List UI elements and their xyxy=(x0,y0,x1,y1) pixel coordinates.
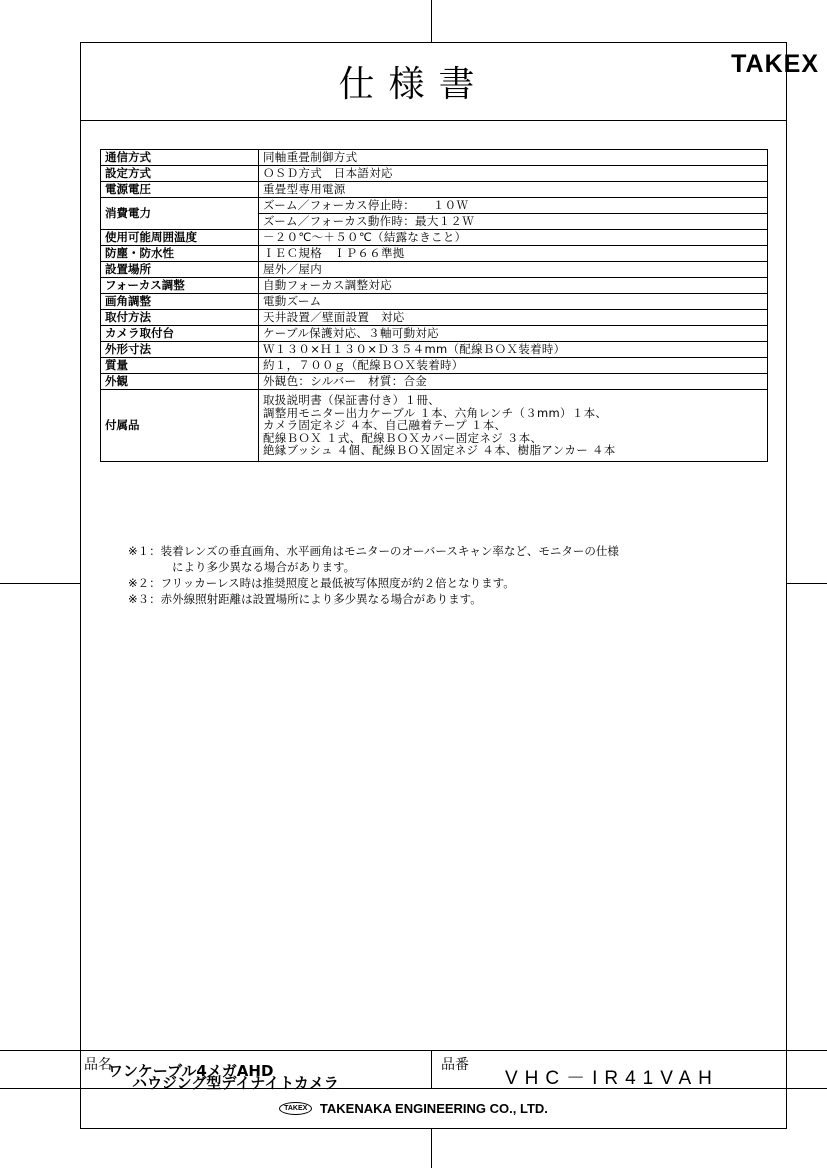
spec-row xyxy=(101,166,768,182)
spec-label: フォーカス調整 xyxy=(101,278,259,294)
spec-row-accessories xyxy=(101,390,768,462)
product-name-line-1: ワンケーブル4メガAHD xyxy=(108,1062,274,1080)
crop-mark-left xyxy=(0,583,80,584)
spec-row xyxy=(101,358,768,374)
spec-value: 天井設置／壁面設置 対応 xyxy=(259,310,768,326)
spec-row xyxy=(101,342,768,358)
spec-label: 電源電圧 xyxy=(101,182,259,198)
company-footer xyxy=(0,1100,827,1116)
spec-label: 画角調整 xyxy=(101,294,259,310)
spec-row xyxy=(101,182,768,198)
spec-label: 設置場所 xyxy=(101,262,259,278)
spec-value: 自動フォーカス調整対応 xyxy=(259,278,768,294)
spec-row xyxy=(101,374,768,390)
spec-label: 使用可能周囲温度 xyxy=(101,230,259,246)
spec-row xyxy=(101,294,768,310)
spec-table xyxy=(100,149,768,462)
note-1: ※１：装着レンズの垂直画角、水平画角はモニターのオーバースキャン率など、モニターの仕様 xyxy=(128,544,619,558)
accessory-line: 取扱説明書（保証書付き）１冊、 xyxy=(263,393,440,407)
company-logo-icon: TAKEX xyxy=(279,1102,312,1115)
notes xyxy=(128,543,619,607)
model-number-caption: 品番 xyxy=(441,1057,469,1073)
spec-row xyxy=(101,326,768,342)
spec-value: ＩＥＣ規格 ＩＰ６６準拠 xyxy=(259,246,768,262)
crop-mark-top xyxy=(431,0,432,42)
spec-value: 約１，７００ｇ（配線ＢＯＸ装着時） xyxy=(259,358,768,374)
footer-split xyxy=(431,1050,432,1088)
spec-label: 外形寸法 xyxy=(101,342,259,358)
spec-row xyxy=(101,198,768,214)
spec-row xyxy=(101,262,768,278)
spec-label: 外観 xyxy=(101,374,259,390)
spec-value: 同軸重畳制御方式 xyxy=(259,150,768,166)
spec-value: ズーム／フォーカス動作時：最大１２Ｗ xyxy=(259,214,768,230)
accessory-line: 配線ＢＯＸ １式、配線ＢＯＸカバー固定ネジ ３本、 xyxy=(263,430,543,445)
accessories-label: 付属品 xyxy=(101,390,259,462)
spec-label: 取付方法 xyxy=(101,310,259,326)
spec-value: 電動ズーム xyxy=(259,294,768,310)
model-number: VHC－IR41VAH xyxy=(505,1068,719,1089)
spec-row xyxy=(101,278,768,294)
spec-value: 屋外／屋内 xyxy=(259,262,768,278)
spec-value: ケーブル保護対応、３軸可動対応 xyxy=(259,326,768,342)
spec-value: ＯＳＤ方式 日本語対応 xyxy=(259,166,768,182)
spec-row xyxy=(101,246,768,262)
product-name-line-2: ハウジング型デイナイトカメラ xyxy=(132,1074,339,1092)
accessory-line: カメラ固定ネジ ４本、自己融着テープ １本、 xyxy=(263,418,507,432)
header-divider xyxy=(81,120,786,121)
footer-divider-top xyxy=(0,1050,827,1051)
brand-logo: TAKEX xyxy=(731,50,819,78)
document-title: 仕様書 xyxy=(338,64,489,105)
accessory-line: 調整用モニター出力ケーブル １本、六角レンチ（３mm）１本、 xyxy=(263,405,608,420)
spec-row xyxy=(101,230,768,246)
spec-row xyxy=(101,150,768,166)
spec-label: 設定方式 xyxy=(101,166,259,182)
company-name: TAKENAKA ENGINEERING CO., LTD. xyxy=(319,1101,548,1117)
spec-value: Ｗ１３０×Ｈ１３０×Ｄ３５４mm（配線ＢＯＸ装着時） xyxy=(259,342,768,358)
spec-value: 外観色：シルバー 材質：合金 xyxy=(259,374,768,390)
accessory-line: 絶縁ブッシュ ４個、配線ＢＯＸ固定ネジ ４本、樹脂アンカー ４本 xyxy=(263,443,616,457)
spec-value: 重畳型専用電源 xyxy=(259,182,768,198)
spec-value: ズーム／フォーカス停止時： １０Ｗ xyxy=(259,198,768,214)
note-2: ※２：フリッカーレス時は推奨照度と最低被写体照度が約２倍となります。 xyxy=(128,576,515,590)
spec-label: カメラ取付台 xyxy=(101,326,259,342)
spec-row xyxy=(101,310,768,326)
spec-label: 質量 xyxy=(101,358,259,374)
crop-mark-bottom xyxy=(431,1129,432,1168)
product-name-caption: 品名 xyxy=(84,1057,112,1073)
spec-label: 通信方式 xyxy=(101,150,259,166)
accessories-list xyxy=(259,390,768,462)
spec-label: 防塵・防水性 xyxy=(101,246,259,262)
note-3: ※３：赤外線照射距離は設置場所により多少異なる場合があります。 xyxy=(128,592,482,606)
note-1-continued: により多少異なる場合があります。 xyxy=(172,560,356,574)
spec-value: －２０℃～＋５０℃（結露なきこと） xyxy=(259,230,768,246)
crop-mark-right xyxy=(787,583,827,584)
spec-label: 消費電力 xyxy=(101,198,259,230)
